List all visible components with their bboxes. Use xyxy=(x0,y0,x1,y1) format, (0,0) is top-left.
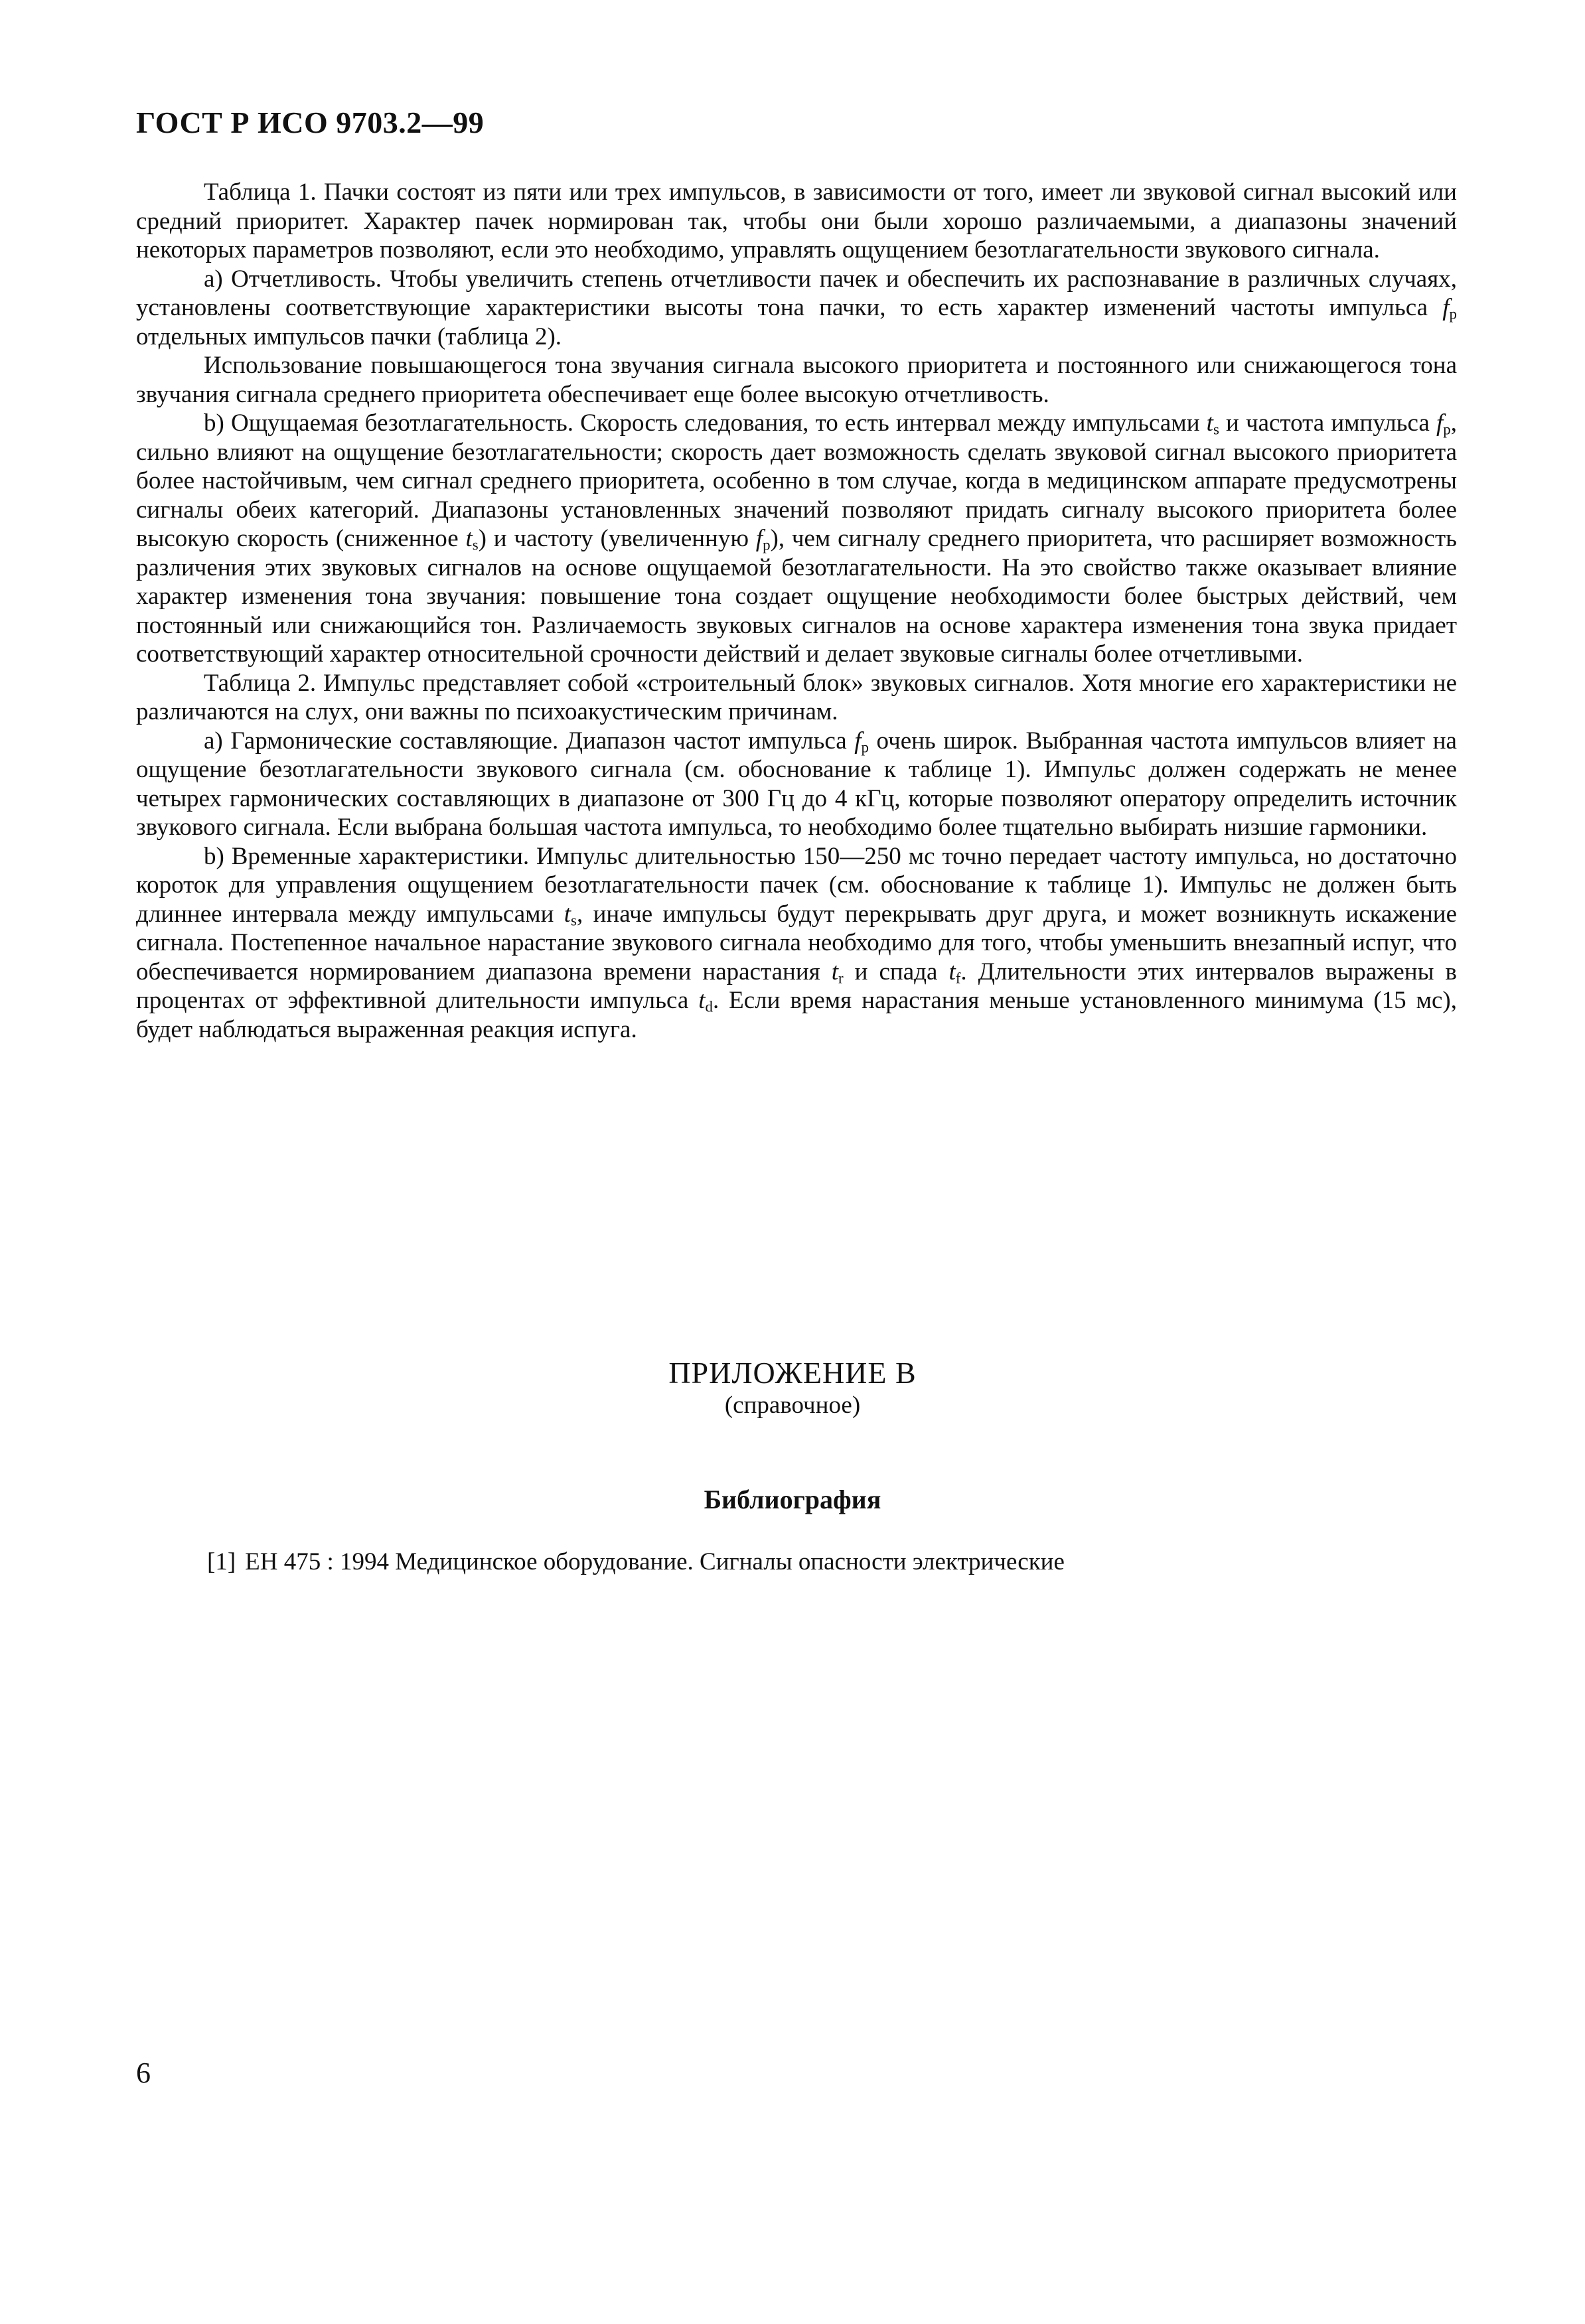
annex-subtitle: (справочное) xyxy=(724,1392,861,1419)
paragraph-temporal: b) Временные характеристики. Импульс длительностью 150—250 мс точно передает частоту импульса, но достаточно короток для управления ощущением безотлагательности пачек (см. обоснование к таблице 1). Импульс не должен быть длиннее интервала между импульсами $t_s$, иначе импульсы будут перекрывать друг друга, и может возникнуть искажение сигнала. Постепенное начальное нарастание звукового сигнала необходимо для того, чтобы уменьшить внезапный испуг, что обеспечивается нормированием диапазона времени нарастания $t_r$ и спада $t_f$. Длительности этих интервалов выражены в процентах от эффективной длительности импульса $t_d$. Если время нарастания меньше установленного минимума (15 мс), будет наблюдаться выраженная реакция испуга. xyxy=(136,842,1457,1043)
paragraph-table2-intro: Таблица 2. Импульс представляет собой «строительный блок» звуковых сигналов. Хотя многие его характеристики не различаются на слух, они важны по психоакустическим причинам. xyxy=(136,669,1457,725)
bibliography-title: Библиография xyxy=(704,1485,881,1514)
bibliography-entry xyxy=(207,1548,1074,1576)
annex-title: ПРИЛОЖЕНИЕ В xyxy=(668,1356,917,1390)
bibliography-entry-number: [1] xyxy=(207,1548,236,1575)
paragraph-perceived-urgency: b) Ощущаемая безотлагательность. Скорость следования, то есть интервал между импульсами $t_s$ и частота импульса $f_p$, сильно влияют на ощущение безотлагательности; скорость дает возможность сделать звуковой сигнал высокого приоритета более настойчивым, чем сигнал среднего приоритета, особенно в том случае, когда в медицинском аппарате предусмотрены сигналы обеих категорий. Диапазоны установленных значений позволяют придать сигналу высокого приоритета более высокую скорость (сниженное $t_s$) и частоту (увеличенную $f_p$), чем сигналу среднего приоритета, что расширяет возможность различения этих звуковых сигналов на основе ощущаемой безотлагательности. На это свойство также оказывает влияние характер изменения тона звучания: повышение тона создает ощущение необходимости более быстрых действий, чем постоянный или снижающийся тон. Различаемость звуковых сигналов на основе характера изменения тона звука придает соответствующий характер относительной срочности действий и делает звуковые сигналы более отчетливыми. xyxy=(136,409,1458,668)
paragraph-distinctness: a) Отчетливость. Чтобы увеличить степень отчетливости пачек и обеспечить их распознавание в различных случаях, установлены соответствующие характеристики высоты тона пачки, то есть характер изменений частоты импульса $f_p$ отдельных импульсов пачки (таблица 2). xyxy=(136,265,1457,350)
paragraph-rising-tone: Использование повышающегося тона звучания сигнала высокого приоритета и постоянного или снижающегося тона звучания сигнала среднего приоритета обеспечивает еще более высокую отчетливость. xyxy=(136,352,1457,408)
paragraph-harmonics: a) Гармонические составляющие. Диапазон частот импульса $f_p$ очень широк. Выбранная частота импульсов влияет на ощущение безотлагательности звукового сигнала (см. обоснование к таблице 1). Импульс должен содержать не менее четырех гармонических составляющих в диапазоне от 300 Гц до 4 кГц, которые позволяют оператору определить источник звукового сигнала. Если выбрана большая частота импульса, то необходимо более тщательно выбирать низшие гармоники. xyxy=(136,727,1457,841)
document-body xyxy=(136,178,1457,1044)
page-number: 6 xyxy=(136,2057,151,2089)
standard-header: ГОСТ Р ИСО 9703.2—99 xyxy=(136,106,485,139)
paragraph-table1-intro: Таблица 1. Пачки состоят из пяти или трех импульсов, в зависимости от того, имеет ли звуковой сигнал высокий или средний приоритет. Характер пачек нормирован так, чтобы они были хорошо различаемыми, а диапазоны значений некоторых параметров позволяют, если это необходимо, управлять ощущением безотлагательности звукового сигнала. xyxy=(136,179,1457,263)
bibliography-entry-text: ЕН 475 : 1994 Медицинское оборудование. Сигналы опасности электрические xyxy=(245,1548,1065,1575)
